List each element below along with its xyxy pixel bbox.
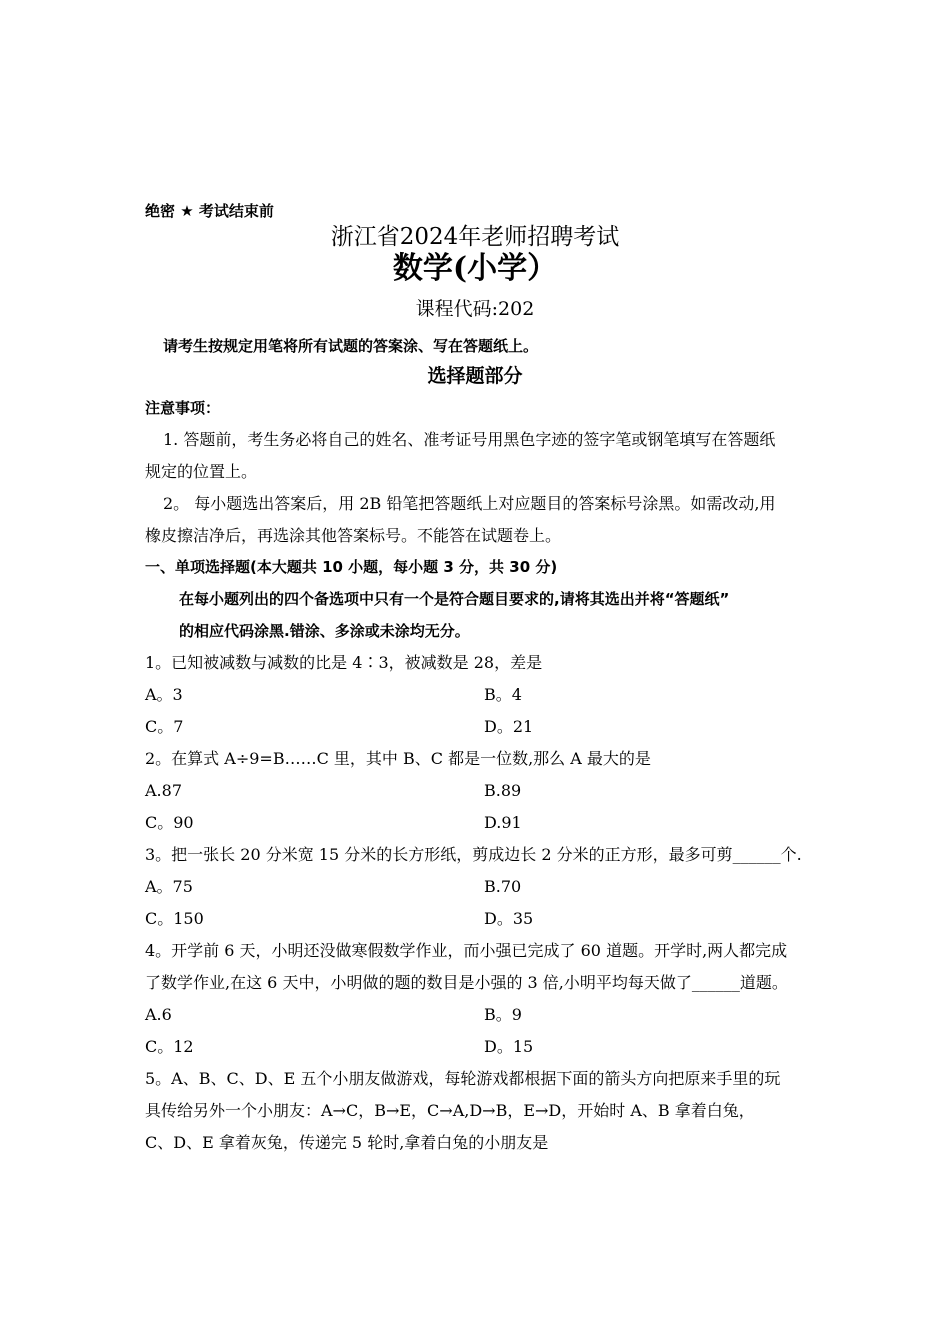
- section-desc-line-2: 的相应代码涂黑.错涂、多涂或未涂均无分。: [179, 622, 470, 640]
- answer-instruction: 请考生按规定用笔将所有试题的答案涂、写在答题纸上。: [163, 337, 539, 355]
- q2-stem: 2。在算式 A÷9=B……C 里，其中 B、C 都是一位数,那么 A 最大的是: [145, 749, 651, 768]
- q5-stem-line-2: 具传给另外一个小朋友：A→C，B→E，C→A,D→B，E→D，开始时 A、B 拿着白兔，: [145, 1101, 755, 1120]
- section-title: 一、单项选择题(本大题共 10 小题，每小题 3 分，共 30 分): [145, 558, 558, 576]
- exam-title: 浙江省2024年老师招聘考试: [330, 224, 620, 250]
- q2-option-b: B.89: [484, 781, 522, 800]
- secret-label: 绝密 ★ 考试结束前: [145, 202, 274, 220]
- part-title: 选择题部分: [427, 365, 523, 387]
- q1-option-b: B。4: [484, 685, 522, 704]
- q3-option-a: A。75: [145, 877, 193, 896]
- q3-option-b: B.70: [484, 877, 522, 896]
- q3-option-c: C。150: [145, 909, 204, 928]
- notes-heading: 注意事项：: [145, 399, 221, 417]
- q4-option-d: D。15: [484, 1037, 534, 1056]
- note-2-line-1: 2。 每小题选出答案后，用 2B 铅笔把答题纸上对应题目的答案标号涂黑。如需改动,用: [163, 494, 776, 513]
- q3-option-d: D。35: [484, 909, 534, 928]
- q4-stem-line-2: 了数学作业,在这 6 天中，小明做的题的数目是小强的 3 倍,小明平均每天做了______道题。: [145, 973, 788, 992]
- note-2-line-2: 橡皮擦洁净后，再选涂其他答案标号。不能答在试题卷上。: [145, 526, 562, 545]
- subject-title: 数学(小学）: [392, 251, 558, 286]
- q4-option-b: B。9: [484, 1005, 522, 1024]
- q4-stem-line-1: 4。开学前 6 天，小明还没做寒假数学作业，而小强已完成了 60 道题。开学时,两人都完成: [145, 941, 788, 960]
- q2-option-c: C。90: [145, 813, 194, 832]
- q1-option-d: D。21: [484, 717, 534, 736]
- q4-option-c: C。12: [145, 1037, 194, 1056]
- q2-option-a: A.87: [145, 781, 182, 800]
- course-code: 课程代码:202: [415, 298, 535, 320]
- note-1-line-1: 1. 答题前，考生务必将自己的姓名、准考证号用黑色字迹的签字笔或钢笔填写在答题纸: [163, 430, 776, 449]
- q4-option-a: A.6: [145, 1005, 172, 1024]
- q5-stem-line-3: C、D、E 拿着灰兔，传递完 5 轮时,拿着白兔的小朋友是: [145, 1133, 549, 1152]
- q3-stem: 3。把一张长 20 分米宽 15 分米的长方形纸，剪成边长 2 分米的正方形，最多可剪______个.: [145, 845, 802, 864]
- q1-option-a: A。3: [145, 685, 183, 704]
- section-desc-line-1: 在每小题列出的四个备选项中只有一个是符合题目要求的,请将其选出并将“答题纸”: [179, 590, 730, 608]
- q5-stem-line-1: 5。A、B、C、D、E 五个小朋友做游戏，每轮游戏都根据下面的箭头方向把原来手里的玩: [145, 1069, 781, 1088]
- note-1-line-2: 规定的位置上。: [145, 462, 258, 481]
- q2-option-d: D.91: [484, 813, 522, 832]
- q1-option-c: C。7: [145, 717, 184, 736]
- q1-stem: 1。已知被减数与减数的比是 4∶3，被减数是 28，差是: [145, 653, 543, 672]
